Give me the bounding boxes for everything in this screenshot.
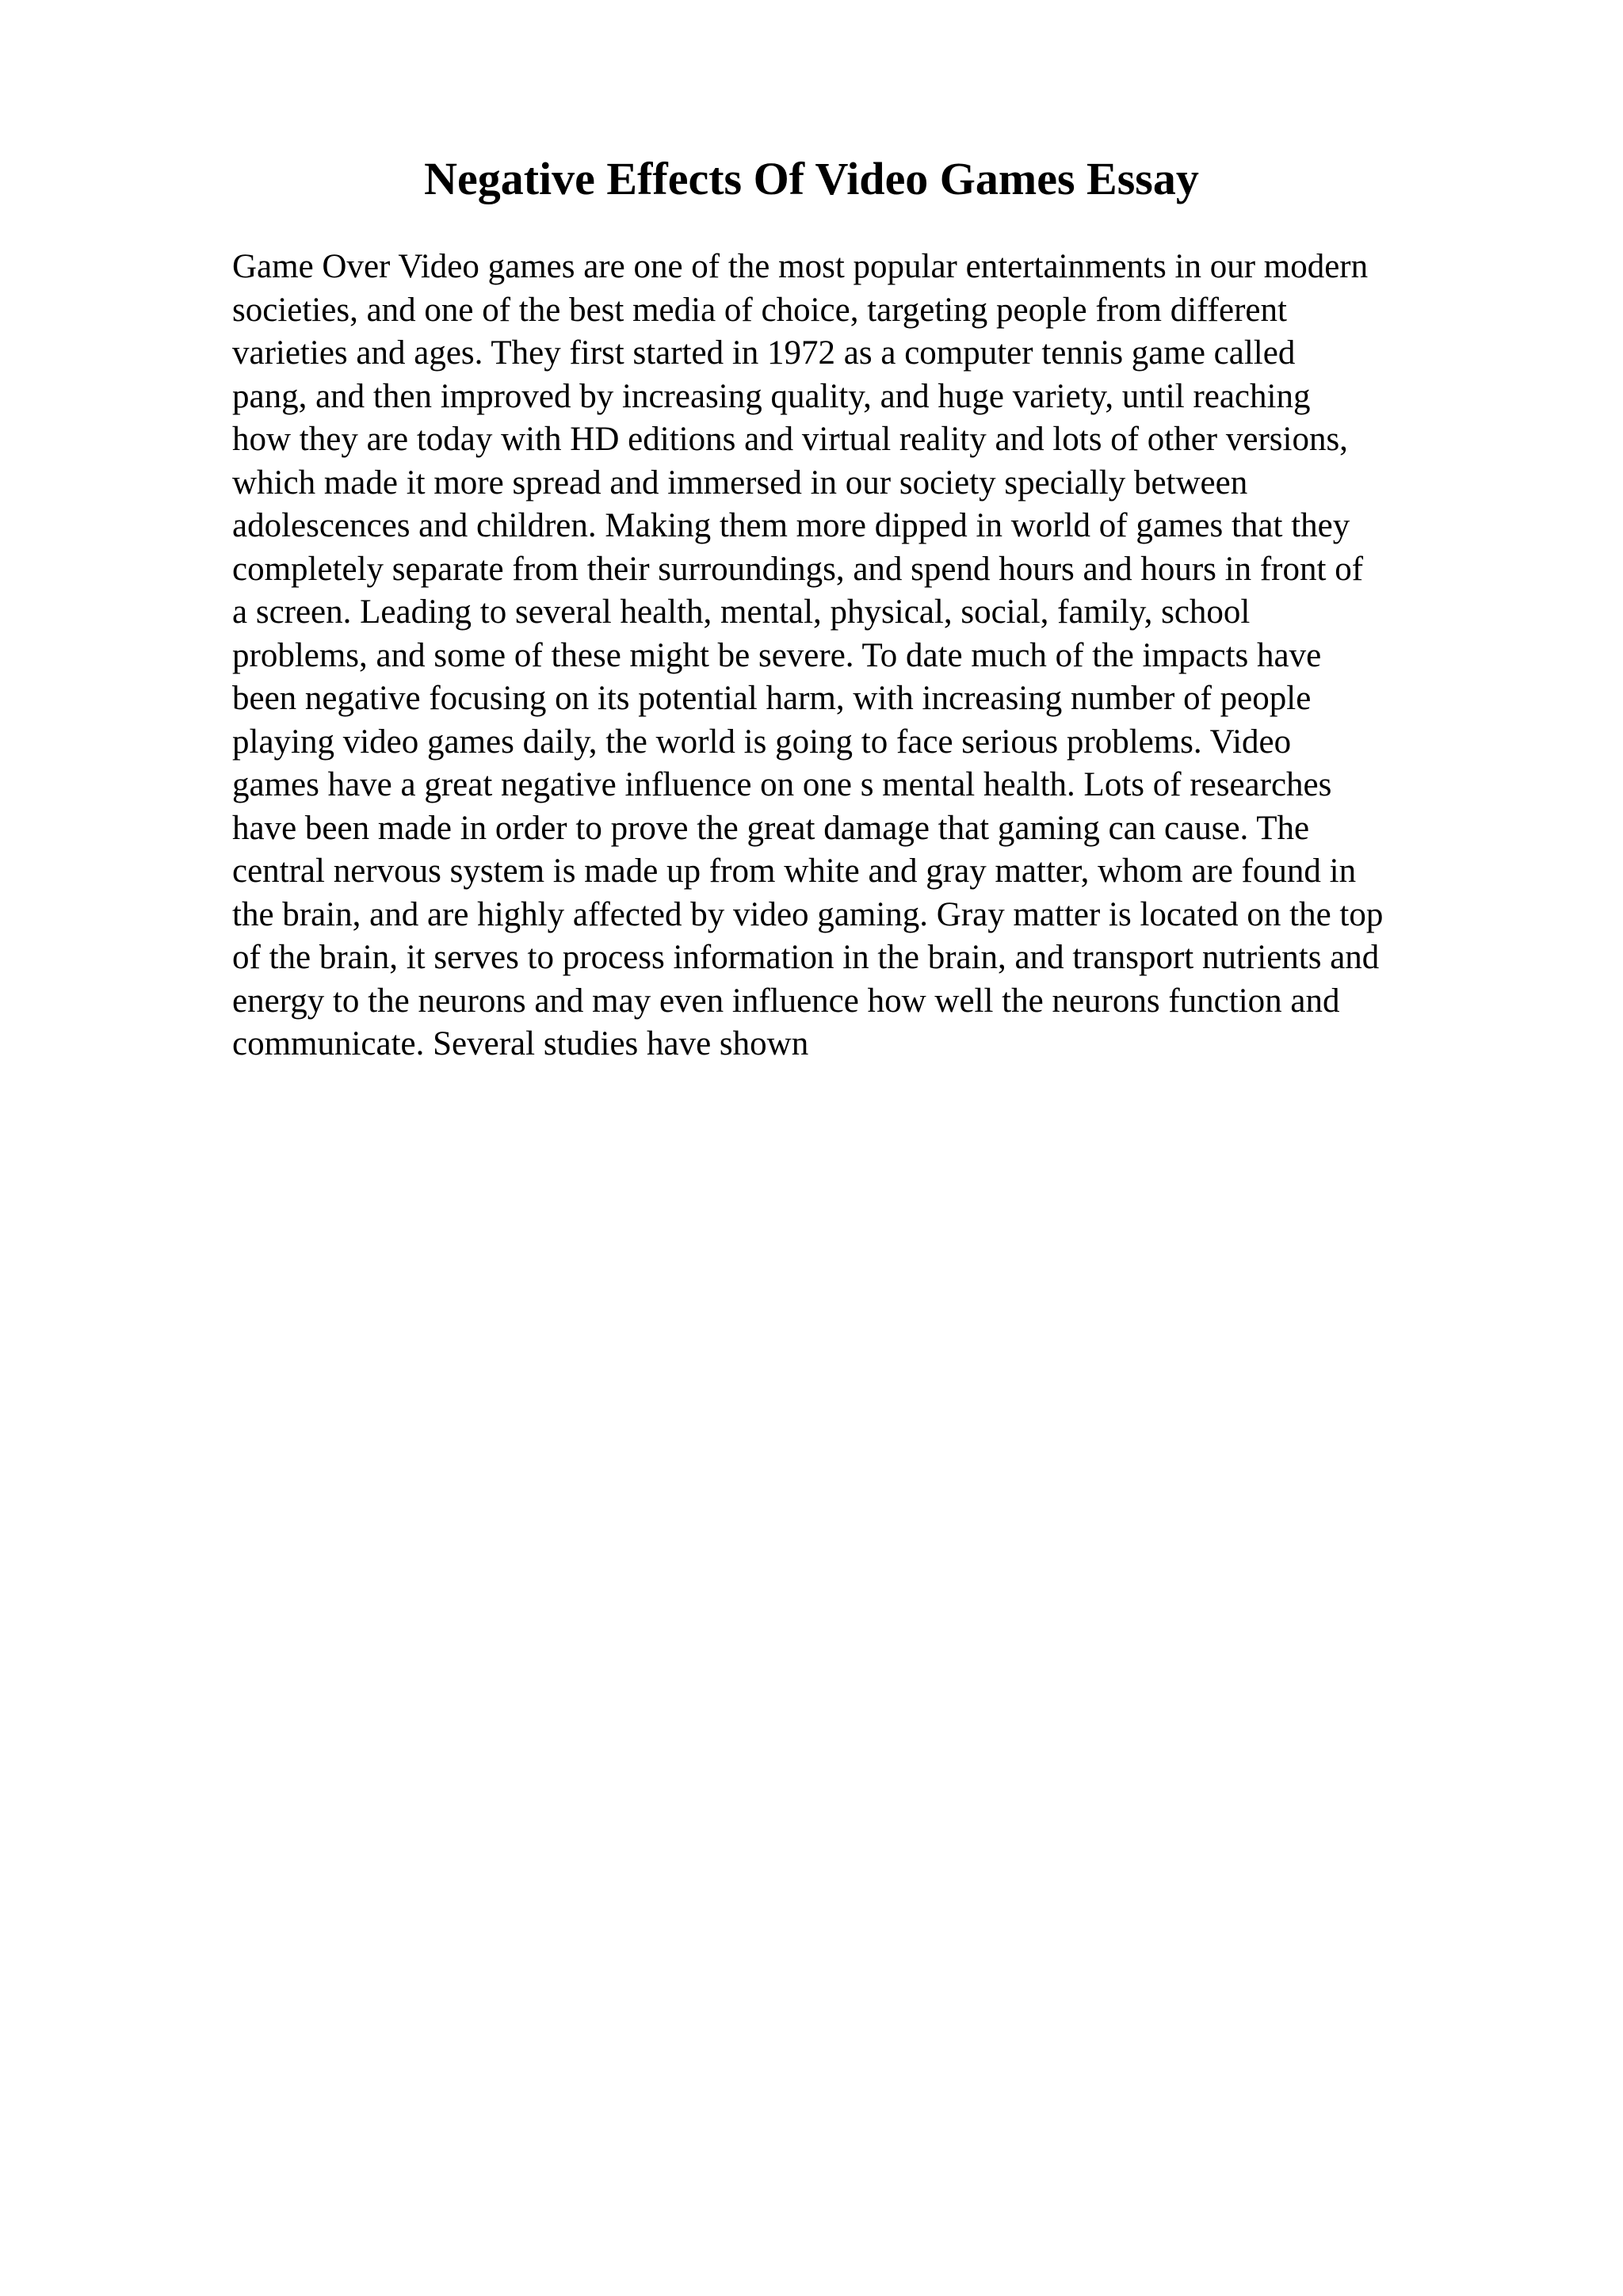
body-line: Game Over Video games are one of the most popular entertainments in our modern <box>232 248 1369 285</box>
body-line: a screen. Leading to several health, mental, physical, social, family, school <box>232 593 1251 631</box>
body-line: been negative focusing on its potential harm, with increasing number of people <box>232 680 1312 717</box>
body-line: the brain, and are highly affected by video gaming. Gray matter is located on the top <box>232 895 1384 933</box>
body-line: of the brain, it serves to process information in the brain, and transport nutrients and <box>232 939 1380 976</box>
body-line: pang, and then improved by increasing quality, and huge variety, until reaching <box>232 377 1311 415</box>
body-line: problems, and some of these might be severe. To date much of the impacts have <box>232 636 1322 674</box>
body-line: completely separate from their surroundings, and spend hours and hours in front of <box>232 550 1364 588</box>
body-line: varieties and ages. They first started in 1972 as a computer tennis game called <box>232 334 1296 372</box>
body-line: how they are today with HD editions and virtual reality and lots of other versions, <box>232 421 1348 458</box>
body-line: which made it more spread and immersed in our society specially between <box>232 463 1248 502</box>
body-line: central nervous system is made up from white and gray matter, whom are found in <box>232 852 1357 890</box>
document-body <box>232 246 1516 1066</box>
body-line: communicate. Several studies have shown <box>232 1025 809 1062</box>
body-line: energy to the neurons and may even influence how well the neurons function and <box>232 982 1340 1020</box>
body-line: games have a great negative influence on one s mental health. Lots of researches <box>232 766 1332 803</box>
body-line: playing video games daily, the world is going to face serious problems. Video <box>232 723 1292 761</box>
body-line: adolescences and children. Making them more dipped in world of games that they <box>232 507 1350 544</box>
document-title: Negative Effects Of Video Games Essay <box>424 153 1199 204</box>
body-line: societies, and one of the best media of choice, targeting people from different <box>232 291 1287 329</box>
body-line: have been made in order to prove the great damage that gaming can cause. The <box>232 809 1310 847</box>
